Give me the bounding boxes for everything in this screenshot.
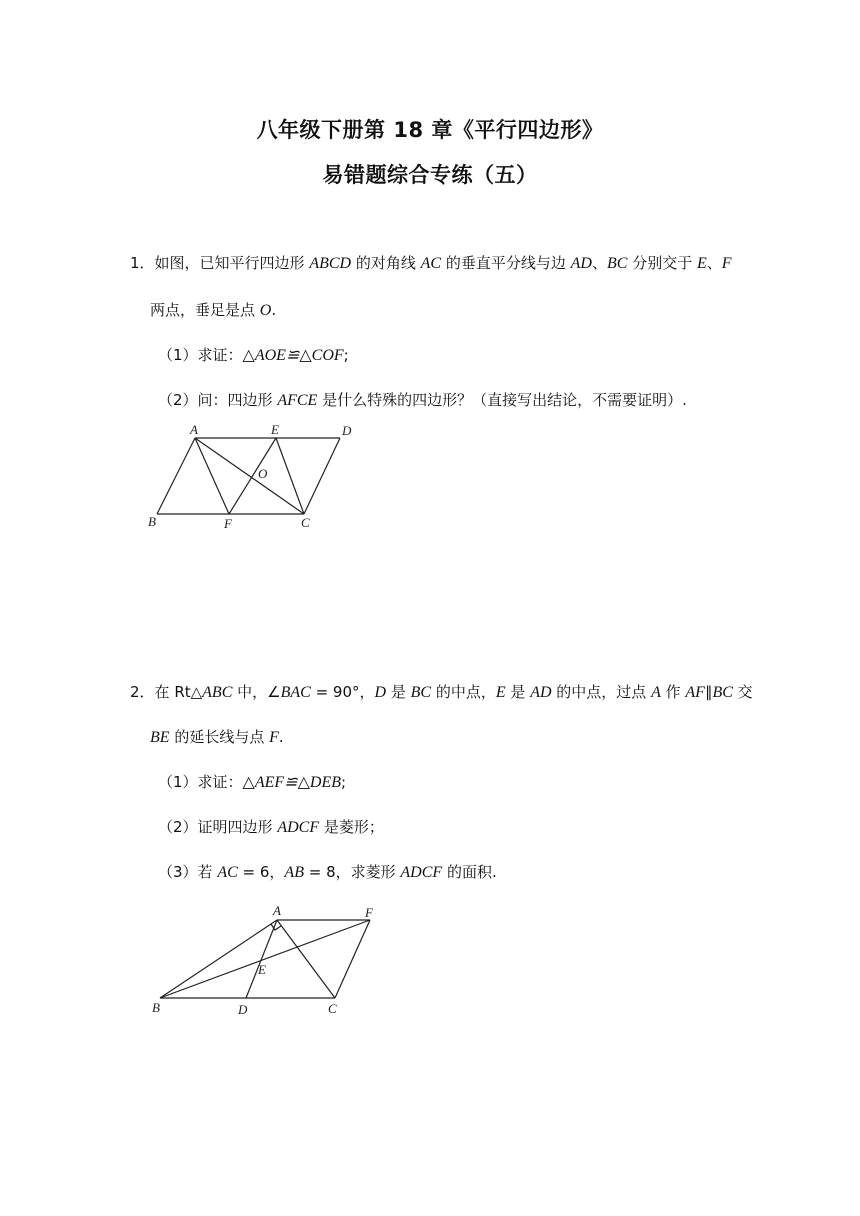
fig1-label-O: O [258, 466, 268, 481]
doc-title-line1: 八年级下册第 18 章《平行四边形》 [256, 118, 604, 142]
figure-2-rhombus [140, 900, 400, 1022]
fig1-label-E: E [271, 422, 279, 437]
q2-subquestion-2: （2）证明四边形 ADCF 是菱形； [158, 818, 384, 836]
q1-subquestion-2: （2）问：四边形 AFCE 是什么特殊的四边形？（直接写出结论，不需要证明）. [158, 391, 687, 409]
fig1-label-C: C [301, 515, 310, 530]
fig1-label-A: A [190, 422, 198, 437]
q1-line1: 1．如图，已知平行四边形 ABCD 的对角线 AC 的垂直平分线与边 AD、BC 分别交于 E、F [130, 254, 732, 272]
fig2-label-D: D [238, 1002, 248, 1017]
q2-subquestion-3: （3）若 AC = 6，AB = 8，求菱形 ADCF 的面积. [158, 863, 497, 881]
q2-line1: 2．在 Rt△ABC 中，∠BAC = 90°，D 是 BC 的中点，E 是 AD 的中点，过点 A 作 AF∥BC 交 [130, 683, 753, 701]
fig2-label-A: A [273, 903, 281, 918]
q1-subquestion-1: （1）求证：△AOE≌△COF; [158, 346, 349, 364]
q2-line2: BE 的延长线与点 F. [150, 728, 284, 746]
fig2-label-C: C [328, 1001, 337, 1016]
fig2-label-E: E [258, 962, 266, 977]
fig2-label-F: F [365, 905, 373, 920]
fig2-label-B: B [152, 1000, 160, 1015]
right-angle-mark [271, 924, 281, 930]
figure-2-svg [140, 900, 400, 1022]
segment-EC [276, 438, 304, 514]
segment-AD [246, 920, 277, 998]
q2-number: 2． [130, 683, 155, 701]
segment-DC [304, 438, 340, 514]
segment-AB [157, 438, 195, 514]
segment-EF [229, 438, 276, 514]
segment-AC [277, 920, 335, 998]
segment-BA [160, 920, 277, 998]
segment-FC [335, 920, 370, 998]
figure-1-svg [140, 418, 370, 536]
fig1-label-B: B [148, 514, 156, 529]
figure-1-parallelogram [140, 418, 370, 536]
q1-number: 1． [130, 254, 155, 272]
q1-line2: 两点，垂足是点 O. [150, 301, 277, 319]
doc-title-line2: 易错题综合专练（五） [322, 163, 538, 187]
fig1-label-F: F [224, 516, 232, 531]
segment-BF [160, 920, 370, 998]
fig1-label-D: D [342, 423, 352, 438]
q2-subquestion-1: （1）求证：△AEF≌△DEB; [158, 773, 347, 791]
